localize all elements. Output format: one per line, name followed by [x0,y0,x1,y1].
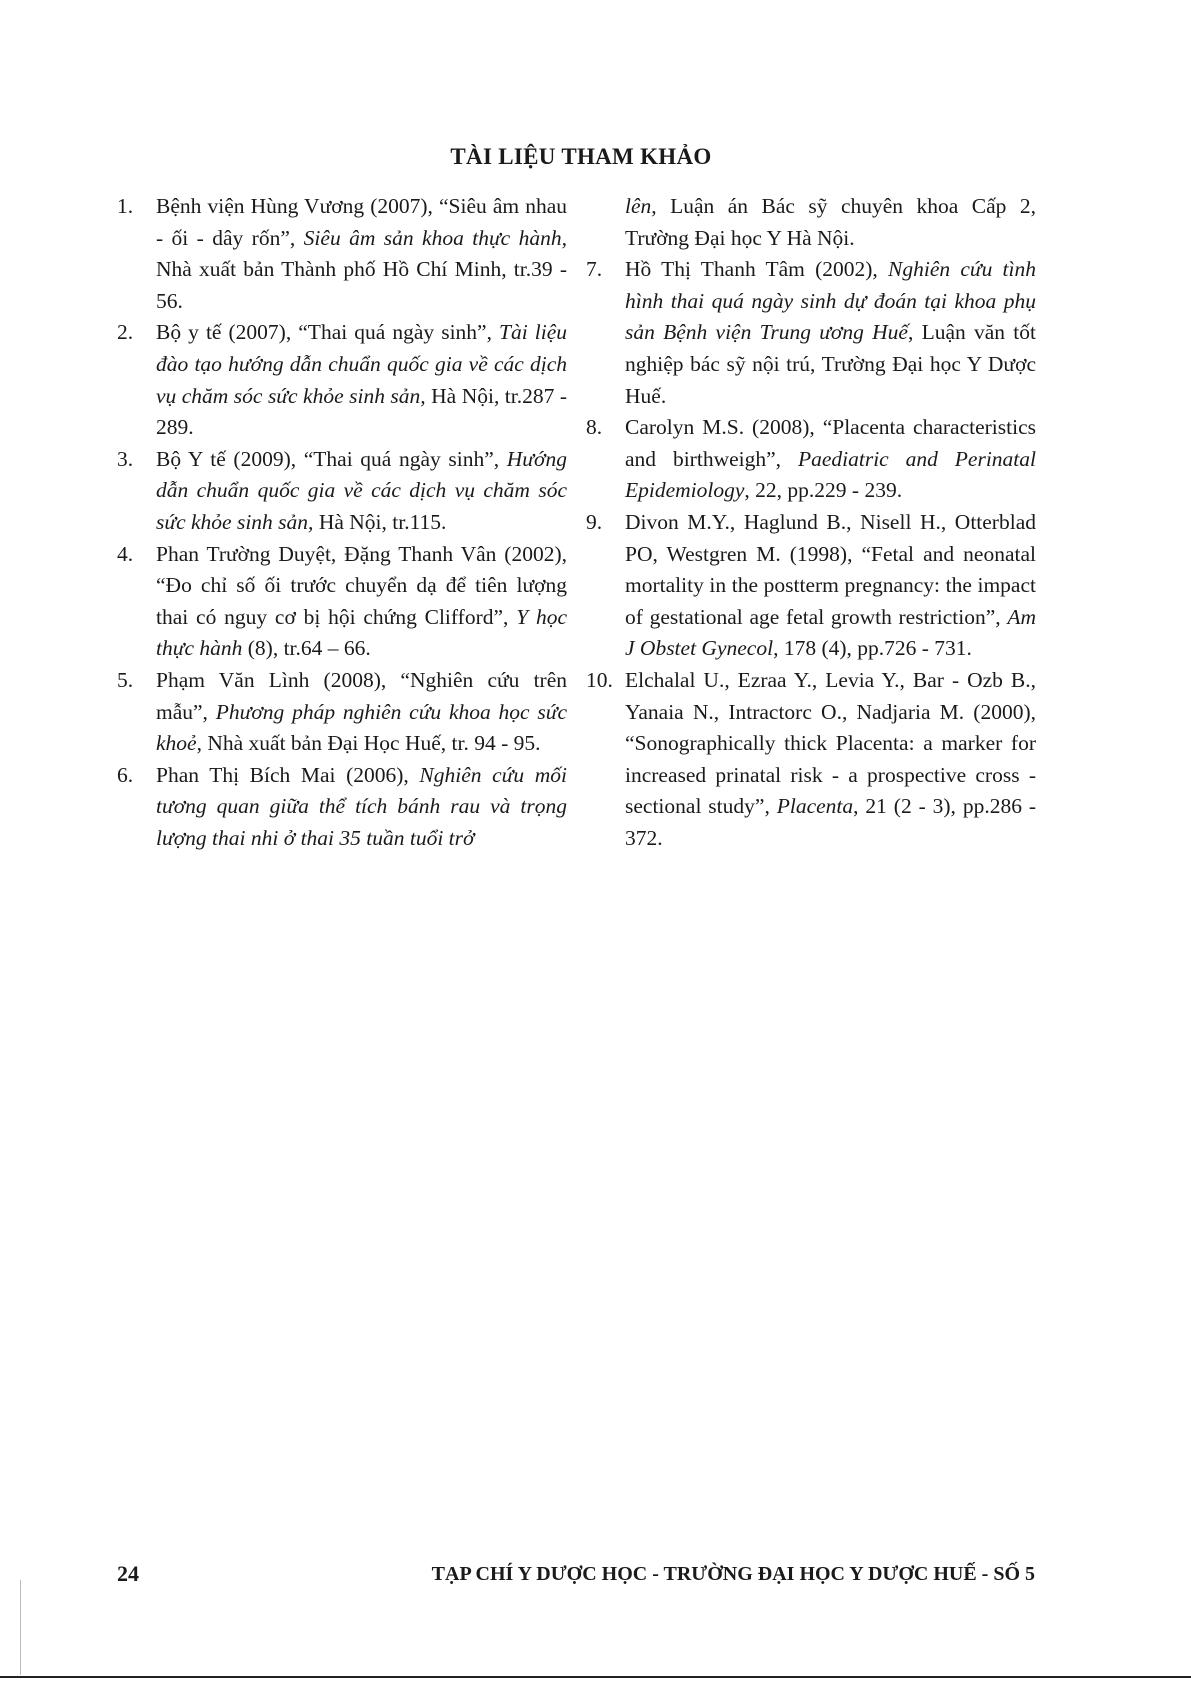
page-footer [117,1561,1035,1591]
journal-name: TẠP CHÍ Y DƯỢC HỌC - TRƯỜNG ĐẠI HỌC Y DƯỢC HUẾ - SỐ 5 [431,1563,1035,1585]
page-number: 24 [117,1561,139,1586]
reference-list-right [586,254,1036,854]
reference-text: Phan Thị Bích Mai (2006), Nghiên cứu mối tương quan giữa thể tích bánh rau và trọng lượng thai nhi ở thai 35 tuần tuổi trở [156,762,567,850]
reference-item [117,539,567,665]
reference-text: Elchalal U., Ezraa Y., Levia Y., Bar - Ozb B., Yanaia N., Intractorc O., Nadjaria M. (2000), “Sonographically thick Placenta: a marker for increased prinatal risk - a prospective cross - sectional study”, Placenta, 21 (2 - 3), pp.286 - 372. [625,667,1036,850]
reference-text: Bộ y tế (2007), “Thai quá ngày sinh”, Tài liệu đào tạo hướng dẫn chuẩn quốc gia về các dịch vụ chăm sóc sức khỏe sinh sản, Hà Nội, tr.287 - 289. [156,320,568,440]
reference-number: 7. [586,257,603,282]
reference-item [586,507,1036,665]
reference-number: 9. [586,509,603,534]
references-title: TÀI LIỆU THAM KHẢO [450,144,712,169]
reference-number: 3. [117,446,134,471]
reference-text: Bệnh viện Hùng Vương (2007), “Siêu âm nhau - ối - dây rốn”, Siêu âm sản khoa thực hành, Nhà xuất bản Thành phố Hồ Chí Minh, tr.39 - 56. [156,194,567,313]
reference-number: 8. [586,415,603,440]
reference-text: Phan Trường Duyệt, Đặng Thanh Vân (2002), “Đo chỉ số ối trước chuyển dạ để tiên lượng thai có nguy cơ bị hội chứng Clifford”, Y học thực hành (8), tr.64 – 66. [156,541,567,661]
reference-item [117,760,567,855]
right-column [586,191,1036,854]
reference-text: Phạm Văn Lình (2008), “Nghiên cứu trên mẫu”, Phương pháp nghiên cứu khoa học sức khoẻ, Nhà xuất bản Đại Học Huế, tr. 94 - 95. [156,667,567,756]
reference-item [117,444,567,539]
reference-item [117,317,567,443]
left-column [117,191,567,854]
scan-edge-line [20,1580,21,1675]
reference-item [117,191,567,317]
reference-item [586,665,1036,855]
reference-number: 2. [117,320,134,345]
reference-number: 4. [117,541,134,566]
reference-number: 6. [117,762,134,787]
reference-list-left [117,191,567,854]
reference-text: Carolyn M.S. (2008), “Placenta characteristics and birthweigh”, Paediatric and Perinatal Epidemiology, 22, pp.229 - 239. [625,415,1036,503]
reference-text: Hồ Thị Thanh Tâm (2002), Nghiên cứu tình hình thai quá ngày sinh dự đoán tại khoa phụ sản Bệnh viện Trung ương Huế, Luận văn tốt nghiệp bác sỹ nội trú, Trường Đại học Y Dược Huế. [625,257,1037,408]
reference-item [117,665,567,760]
reference-text: Divon M.Y., Haglund B., Nisell H., Otterblad PO, Westgren M. (1998), “Fetal and neonatal mortality in the postterm pregnancy: the impact of gestational age fetal growth restriction”, Am J Obstet Gynecol, 178 (4), pp.726 - 731. [625,509,1036,661]
bottom-border [0,1676,1191,1678]
reference-number: 5. [117,667,134,692]
reference-number: 1. [117,194,134,218]
reference-text: Bộ Y tế (2009), “Thai quá ngày sinh”, Hướng dẫn chuẩn quốc gia về các dịch vụ chăm sóc sức khỏe sinh sản, Hà Nội, tr.115. [156,446,567,534]
reference-number: 10. [586,667,613,692]
reference-item [586,412,1036,507]
reference-item [586,254,1036,412]
reference-continuation: lên, Luận án Bác sỹ chuyên khoa Cấp 2, Trường Đại học Y Hà Nội. [625,194,1036,250]
